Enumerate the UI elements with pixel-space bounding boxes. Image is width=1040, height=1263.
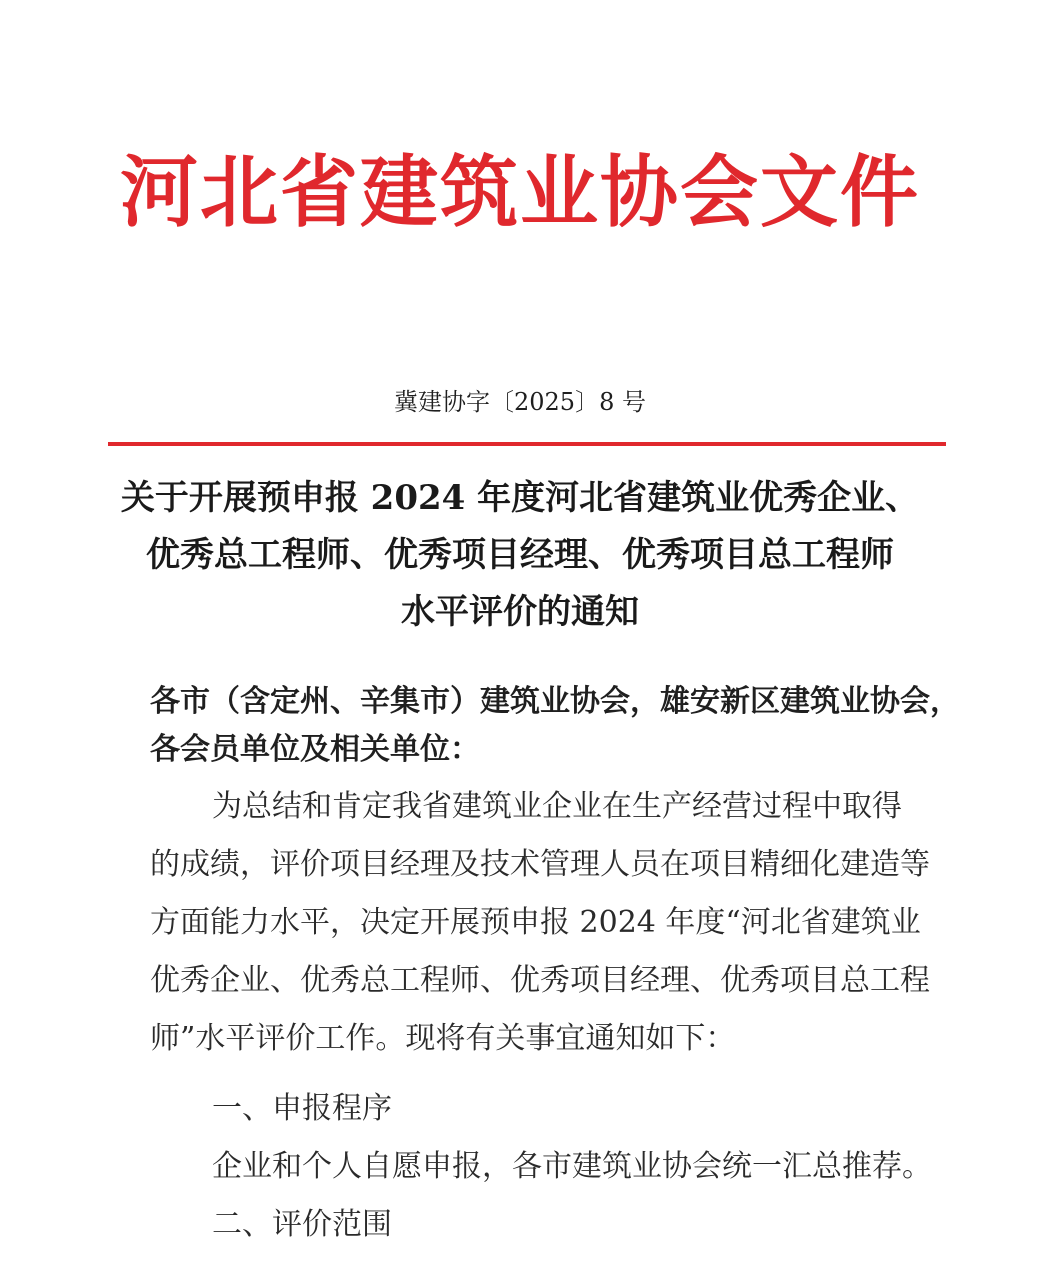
notice-title-line-3: 水平评价的通知 <box>401 592 639 632</box>
document-number: 冀建协字〔2025〕8 号 <box>394 388 646 416</box>
notice-title-line-1: 关于开展预申报 2024 年度河北省建筑业优秀企业、 <box>120 478 920 518</box>
intro-paragraph <box>150 778 930 1068</box>
paragraph-line: 为总结和肯定我省建筑业企业在生产经营过程中取得 <box>212 789 902 824</box>
notice-title <box>120 470 920 641</box>
section-text-1: 企业和个人自愿申报，各市建筑业协会统一汇总推荐。 <box>212 1149 932 1184</box>
paragraph-line: 优秀企业、优秀总工程师、优秀项目经理、优秀项目总工程 <box>150 963 930 998</box>
section-heading-1: 一、申报程序 <box>212 1091 392 1126</box>
recipients-line-2: 各会员单位及相关单位： <box>150 732 480 767</box>
recipients-line-1: 各市（含定州、辛集市）建筑业协会，雄安新区建筑业协会， <box>150 684 960 719</box>
recipients <box>150 678 960 774</box>
masthead-title: 河北省建筑业协会文件 <box>119 148 920 238</box>
red-divider-line <box>108 442 946 446</box>
notice-title-line-2: 优秀总工程师、优秀项目经理、优秀项目总工程师 <box>146 535 894 575</box>
paragraph-line: 方面能力水平，决定开展预申报 2024 年度“河北省建筑业 <box>150 905 921 940</box>
paragraph-line: 的成绩，评价项目经理及技术管理人员在项目精细化建造等 <box>150 847 930 882</box>
paragraph-line: 师”水平评价工作。现将有关事宜通知如下： <box>150 1021 736 1056</box>
section-heading-2: 二、评价范围 <box>212 1207 392 1242</box>
